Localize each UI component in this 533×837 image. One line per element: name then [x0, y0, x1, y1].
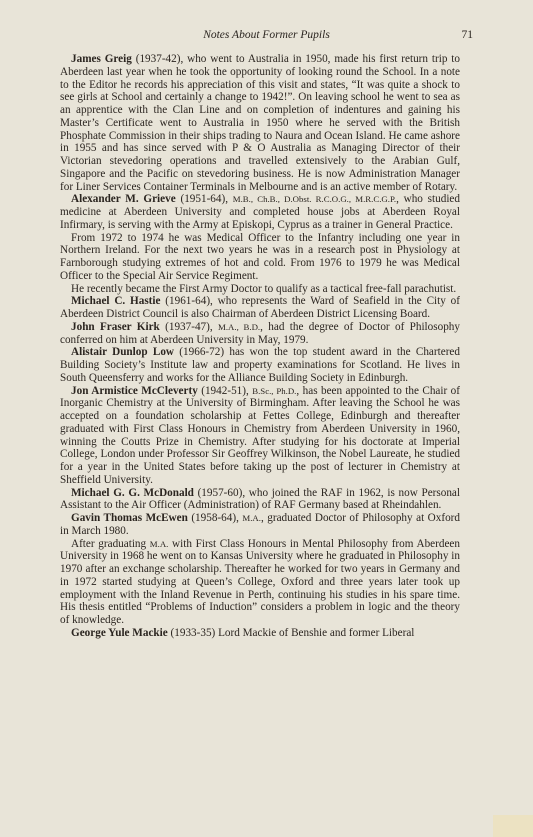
entry-paragraph — [60, 193, 460, 231]
entry-degrees: M.A., B.D. — [218, 321, 261, 332]
entry-text: with First Class Honours in Mental Philosophy from Aberdeen University in 1968 he went on to Kansas University where he graduated in Philosophy in 1970 after an exchange scholarship. Thereafter he worked for two years in Germany and in 1972 started studying at Queen’s College, Oxford and three years later took up employment with the Inland Revenue in Perth, continuing his studies in his spare time. His thesis entitled “Problems of Induction” considers a problem in logic and the theory of knowledge. — [60, 537, 460, 626]
entry-paragraph — [60, 385, 460, 487]
entry-dates: (1951-64), — [175, 193, 233, 206]
pupil-name: John Fraser Kirk — [71, 320, 160, 333]
entry-text: , who studied medicine at Aberdeen University and completed house jobs at Aberdeen Royal Infirmary, is serving with the Army at Episkopi, Cyprus as a trainer in General Practice. — [60, 193, 460, 231]
entry-paragraph — [60, 53, 460, 193]
entry-text: (1957-60), who joined the RAF in 1962, is now Personal Assistant to the Air Officer (Administration) of RAF Germany based at Rheindahlen. — [60, 486, 461, 512]
entry-degrees: B.Sc., Ph.D. — [252, 385, 297, 396]
pupil-name: Jon Armistice McCleverty — [71, 384, 198, 397]
entry-paragraph — [60, 321, 460, 347]
entry-paragraph — [60, 232, 460, 283]
entry-dates: (1937-47), — [159, 320, 218, 333]
entry-paragraph — [60, 538, 460, 627]
entry-dates: (1942-51), — [197, 384, 253, 397]
pupil-name: James Greig — [71, 53, 132, 65]
entry-text: He recently became the First Army Doctor to qualify as a tactical free-fall parachutist. — [71, 282, 457, 295]
entry-text: (1966-72) has won the top student award in the Chartered Building Society’s Institute law and property examinations for Scotland. He lives in South Queensferry and works for the Alliance Building Society in Edinburgh. — [60, 346, 460, 384]
running-header — [60, 29, 473, 45]
entry-paragraph — [60, 295, 460, 321]
entry-degrees: M.B., Ch.B., D.Obst. R.C.O.G., M.R.C.G.P. — [232, 194, 397, 205]
pupil-name: Michael G. G. McDonald — [71, 486, 194, 499]
paper-stain — [493, 815, 533, 837]
entry-paragraph — [60, 346, 460, 384]
entry-text: , had the degree of Doctor of Philosophy conferred on him at Aberdeen University in May, 1979. — [60, 320, 460, 346]
pupil-name: Gavin Thomas McEwen — [71, 512, 188, 524]
entry-paragraph — [60, 487, 460, 513]
running-title: Notes About Former Pupils — [203, 29, 330, 41]
article-body — [60, 53, 460, 640]
entry-text: (1933-35) Lord Mackie of Benshie and former Liberal — [167, 626, 415, 639]
page-number: 71 — [461, 29, 473, 41]
entry-paragraph — [60, 627, 460, 640]
pupil-name: Alexander M. Grieve — [71, 193, 176, 206]
entry-text: (1961-64), who represents the Ward of Seafield in the City of Aberdeen District Council is also Chairman of Aberdeen District Licensing Board. — [60, 295, 460, 320]
entry-paragraph — [60, 283, 460, 296]
pupil-name: Alistair Dunlop Low — [71, 346, 175, 359]
pupil-name: Michael C. Hastie — [71, 295, 161, 308]
entry-text: From 1972 to 1974 he was Medical Officer to the Infantry including one year in Northern Ireland. For the next two years he was in a research post in Physiology at Farnborough studying extremes of hot and cold. From 1976 to 1979 he was Medical Officer to the Special Air Service Regiment. — [60, 231, 460, 282]
entry-dates: (1958-64), — [187, 512, 243, 524]
pupil-name: George Yule Mackie — [71, 626, 168, 639]
entry-degrees: M.A. — [242, 513, 261, 523]
entry-text: , graduated Doctor of Philosophy at Oxford in March 1980. — [60, 512, 460, 537]
entry-text: , has been appointed to the Chair of Inorganic Chemistry at the University of Birmingham. After leaving the School he was accepted on a foundation scholarship at Fettes College, Edinburgh and thereafter graduated with First Class Honours in Chemistry from Aberdeen University in 1960, winning the Coutts Prize in Chemistry. After studying for his doctorate at Imperial College, London under Professor Sir Geoffrey Wilkinson, the Nobel Laureate, he studied for a year in the United States before taking up the post of lecturer in Chemistry at Sheffield University. — [60, 384, 460, 486]
entry-degrees: M.A. — [149, 538, 169, 549]
entry-text: (1937-42), who went to Australia in 1950, made his first return trip to Aberdeen last year when he took the opportunity of looking round the School. In a note to the Editor he records his appreciation of this visit and states, “It was quite a shock to see girls at School and certainly a change to 1942!”. On leaving school he went to sea as an apprentice with the Clan Line and on completion of indentures and gaining his Master’s Certificate went to Australia in 1950 where he served with the British Phosphate Commission in their ships trading to Naura and Ocean Island. He came ashore in 1955 and has since served with P & O Australia as Managing Director of their Victorian stevedoring operations and travelled extensively to the Arabian Gulf, Singapore and the Pacific on stevedoring business. He is now Administration Manager for Liner Services Container Terminals in Melbourne and is an active member of Rotary. — [60, 53, 460, 193]
entry-paragraph — [60, 512, 460, 538]
entry-text-before: After graduating — [71, 537, 150, 550]
